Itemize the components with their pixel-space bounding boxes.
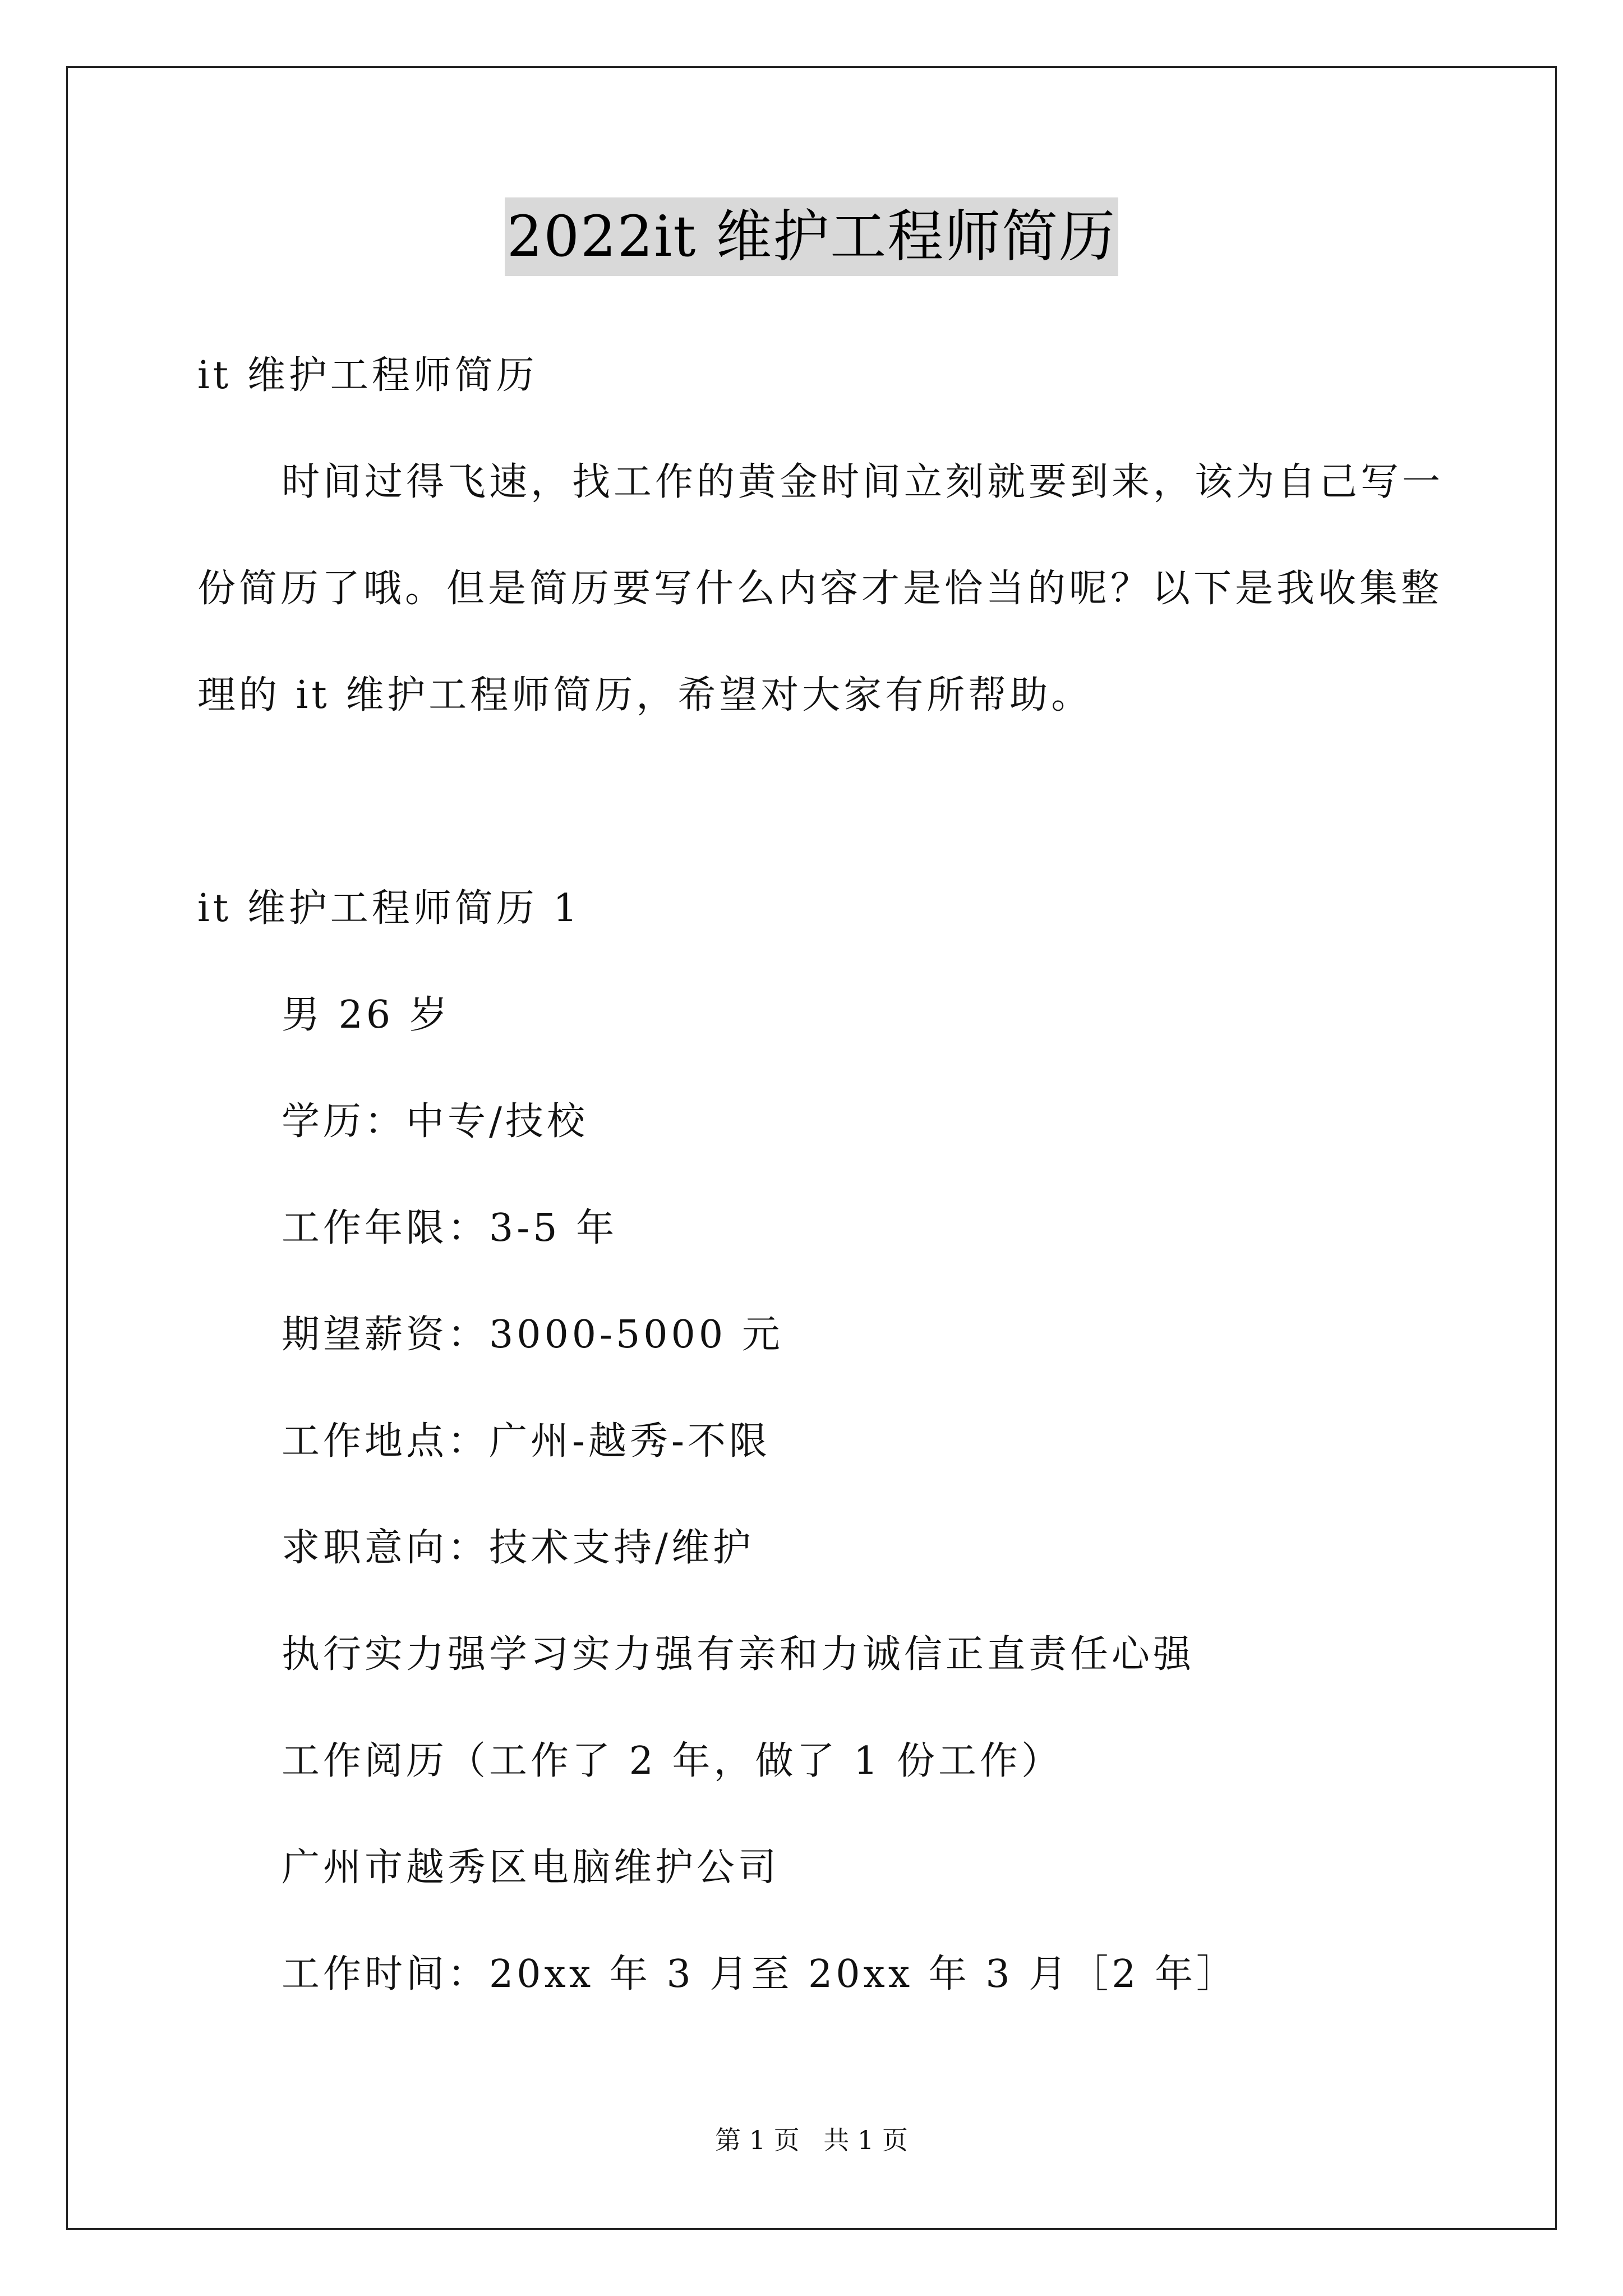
detail-work-history: 工作阅历（工作了 2 年，做了 1 份工作） [282, 1739, 1063, 1783]
intro-line-3: 理的 it 维护工程师简历，希望对大家有所帮助。 [197, 673, 1093, 717]
page-number-total: 共 1 页 [823, 2125, 908, 2155]
page-footer [0, 2123, 1623, 2157]
intro-line-1: 时间过得飞速，找工作的黄金时间立刻就要到来，该为自己写一 [282, 460, 1444, 504]
detail-salary: 期望薪资：3000-5000 元 [282, 1313, 783, 1357]
intro-line-2: 份简历了哦。但是简历要写什么内容才是恰当的呢？以下是我收集整 [197, 567, 1443, 611]
detail-strengths: 执行实力强学习实力强有亲和力诚信正直责任心强 [282, 1632, 1195, 1677]
detail-location: 工作地点：广州-越秀-不限 [282, 1419, 771, 1464]
detail-work-period: 工作时间：20xx 年 3 月至 20xx 年 3 月［2 年］ [282, 1952, 1238, 1996]
title-block [0, 197, 1623, 276]
page-number-current: 第 1 页 [715, 2125, 800, 2155]
detail-job-intent: 求职意向：技术支持/维护 [282, 1526, 754, 1570]
document-subtitle: it 维护工程师简历 [197, 353, 538, 398]
document-title: 2022it 维护工程师简历 [505, 197, 1118, 276]
detail-gender-age: 男 26 岁 [282, 993, 451, 1037]
detail-company: 广州市越秀区电脑维护公司 [282, 1846, 780, 1890]
section-heading: it 维护工程师简历 1 [197, 886, 581, 931]
detail-work-years: 工作年限：3-5 年 [282, 1206, 618, 1250]
detail-education: 学历：中专/技校 [282, 1099, 588, 1144]
